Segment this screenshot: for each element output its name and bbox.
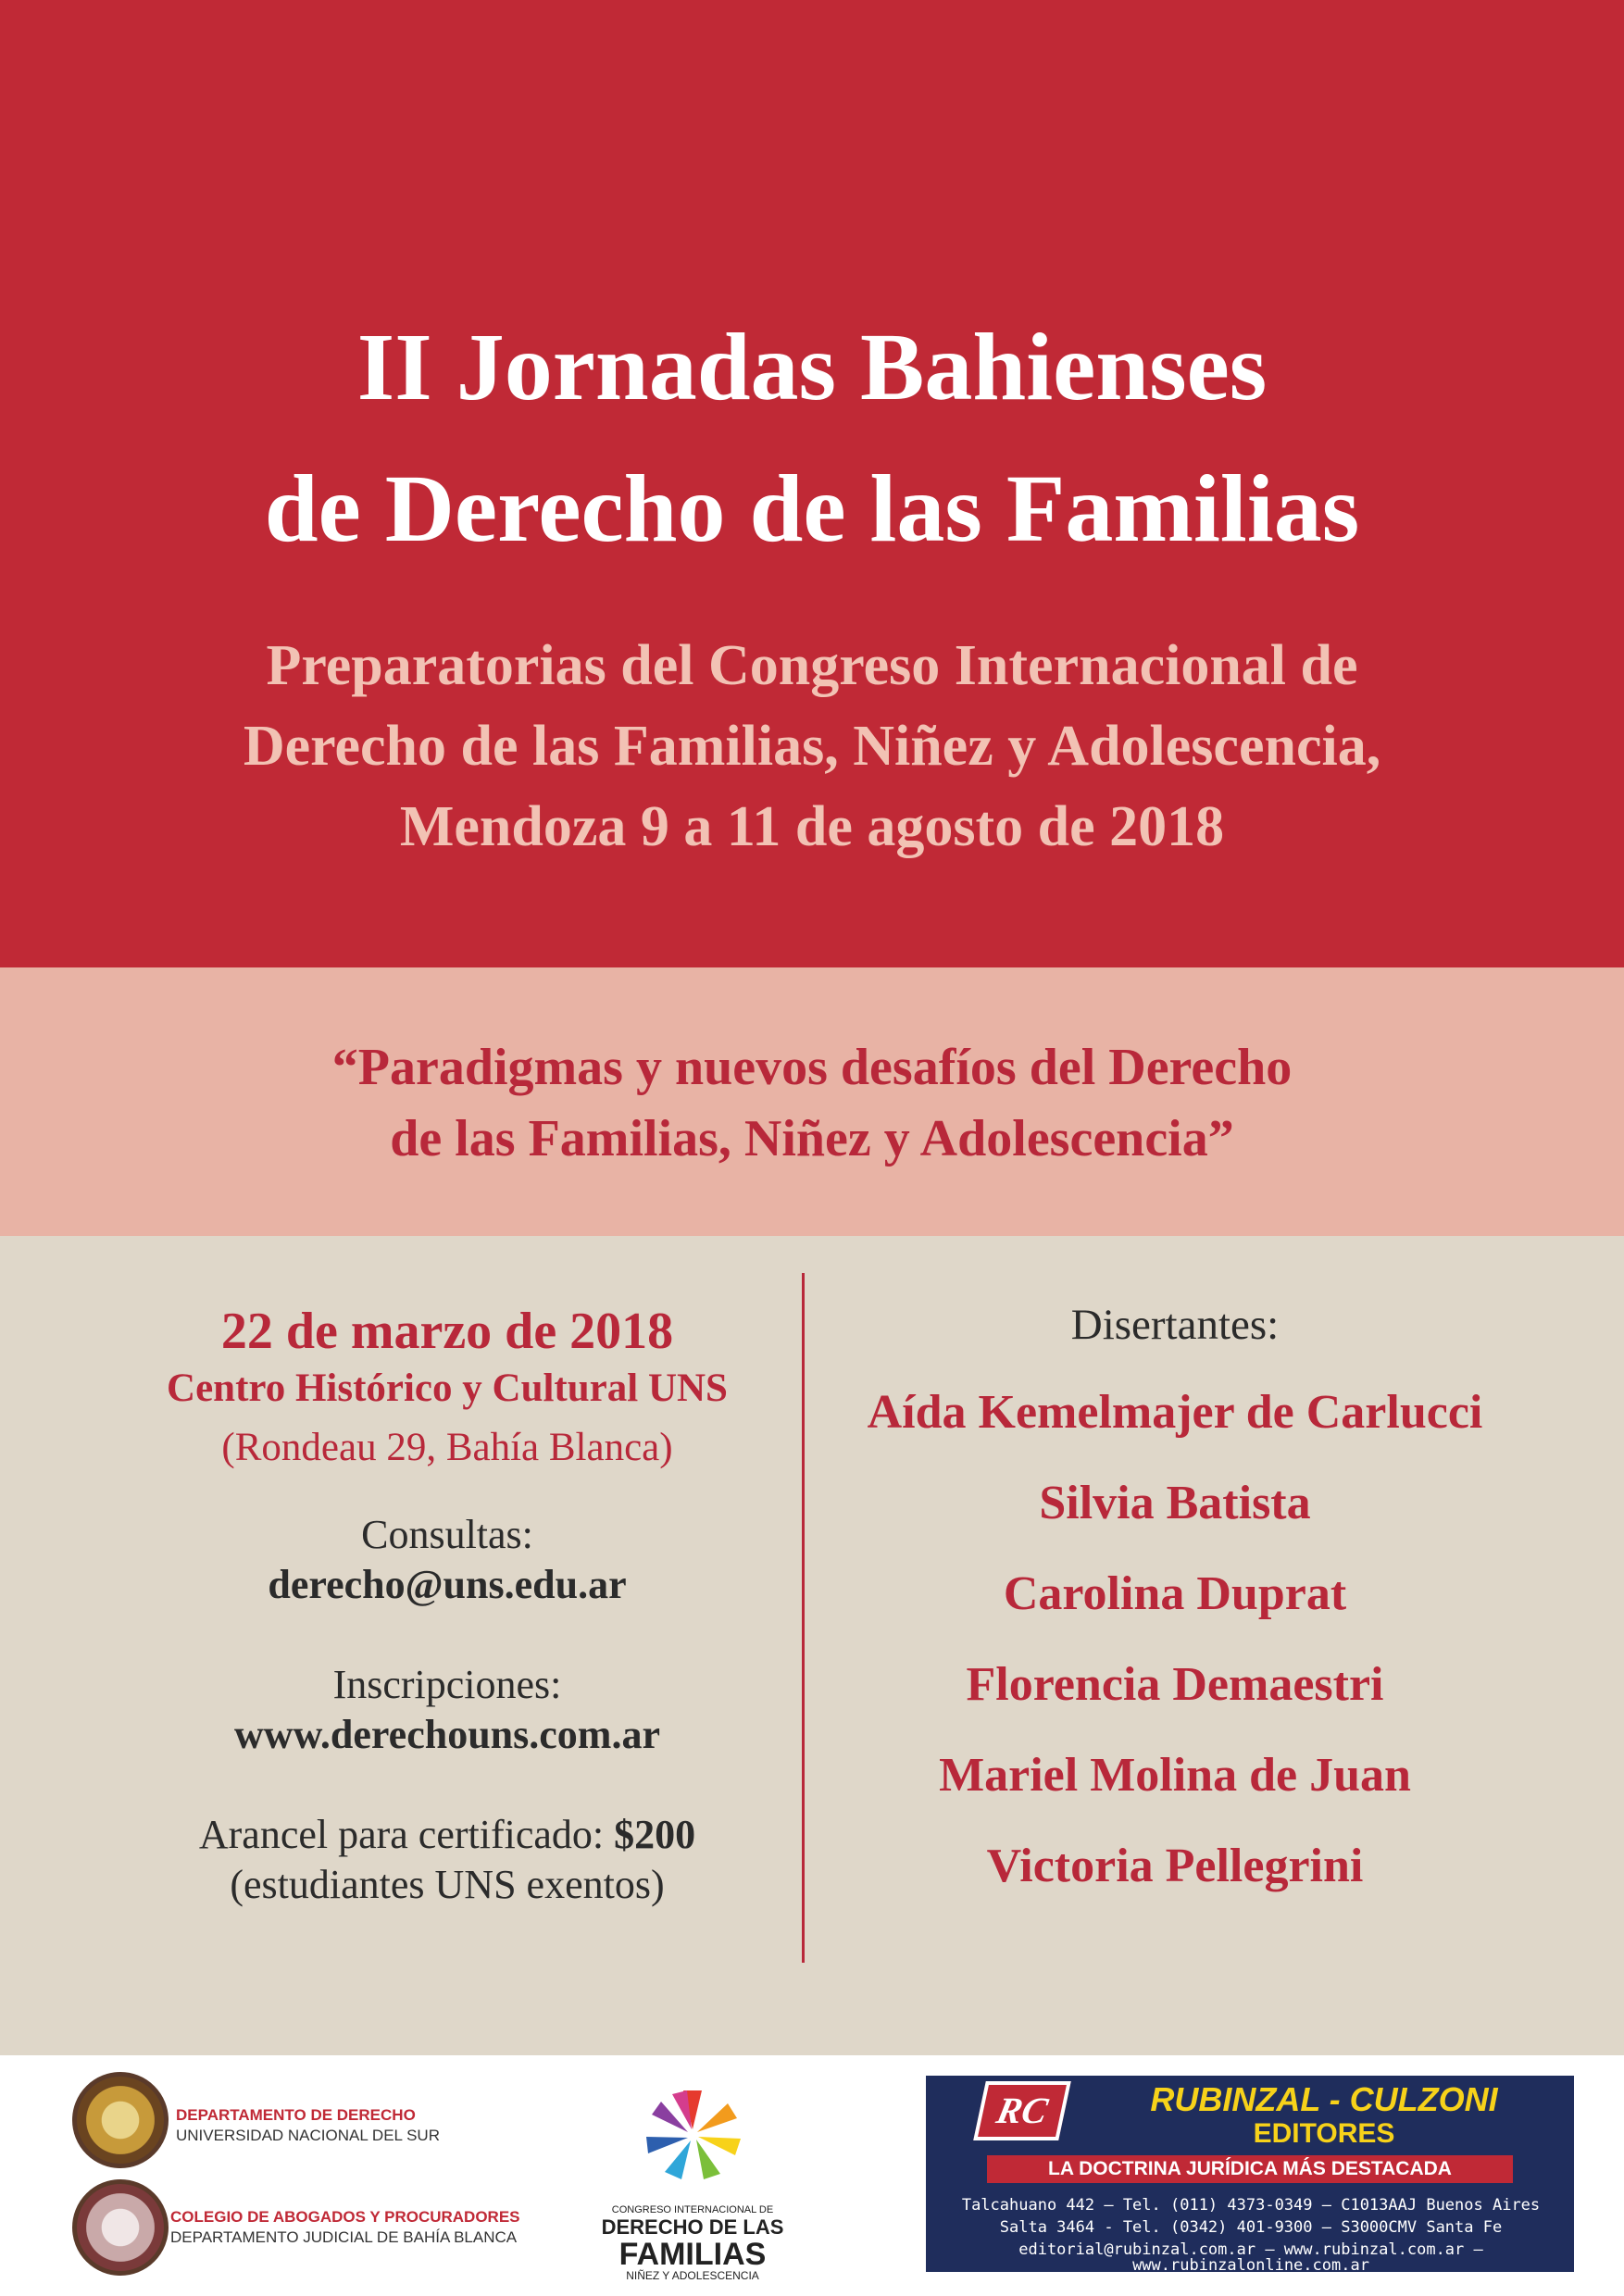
dept-university: UNIVERSIDAD NACIONAL DEL SUR — [176, 2127, 440, 2144]
speaker-name: Silvia Batista — [1039, 1477, 1311, 1529]
colegio-name: COLEGIO DE ABOGADOS Y PROCURADORES — [170, 2208, 520, 2226]
arancel-note: (estudiantes UNS exentos) — [230, 1862, 665, 1907]
subtitle-line3: Mendoza 9 a 11 de agosto de 2018 — [399, 795, 1225, 858]
speaker-name: Aída Kemelmajer de Carlucci — [867, 1386, 1483, 1439]
speakers-heading: Disertantes: — [1070, 1301, 1280, 1349]
event-date: 22 de marzo de 2018 — [220, 1303, 674, 1360]
congreso-line2: DERECHO DE LAS — [601, 2215, 784, 2239]
dept-name: DEPARTAMENTO DE DERECHO — [176, 2106, 416, 2124]
publisher-address-1: Talcahuano 442 – Tel. (011) 4373-0349 – C1013AAJ Buenos Aires — [961, 2196, 1541, 2215]
publisher-rc-logo: RC — [973, 2081, 1071, 2140]
inscripciones-url[interactable]: www.derechouns.com.ar — [234, 1712, 660, 1757]
congreso-line1: CONGRESO INTERNACIONAL DE — [611, 2204, 774, 2215]
speaker-name: Carolina Duprat — [1003, 1567, 1347, 1620]
subtitle-line1: Preparatorias del Congreso Internacional de — [266, 634, 1358, 697]
speaker-name: Florencia Demaestri — [966, 1658, 1384, 1711]
uns-seal-logo — [72, 2072, 169, 2168]
inscripciones-label: Inscripciones: — [332, 1662, 562, 1707]
publisher-contact: editorial@rubinzal.com.ar – www.rubinzal.com.ar – www.rubinzalonline.com.ar — [1018, 2240, 1483, 2275]
event-venue: Centro Histórico y Cultural UNS — [167, 1366, 728, 1410]
congreso-line3: FAMILIAS — [618, 2237, 767, 2272]
consultas-label: Consultas: — [361, 1512, 533, 1557]
colegio-seal-logo — [72, 2179, 169, 2276]
colegio-department: DEPARTAMENTO JUDICIAL DE BAHÍA BLANCA — [170, 2228, 518, 2246]
theme-band — [0, 967, 1624, 1236]
consultas-email[interactable]: derecho@uns.edu.ar — [268, 1562, 627, 1607]
theme-quote-line1: “Paradigmas y nuevos desafíos del Derecho — [331, 1039, 1293, 1096]
event-title-line1: II Jornadas Bahienses — [356, 314, 1268, 420]
subtitle-line2: Derecho de las Familias, Niñez y Adolescencia, — [243, 715, 1381, 778]
theme-quote-line2: de las Familias, Niñez y Adolescencia” — [390, 1110, 1234, 1167]
arancel-label: Arancel para certificado: — [198, 1812, 615, 1857]
arancel-value: $200 — [614, 1812, 696, 1857]
publisher-tagline: LA DOCTRINA JURÍDICA MÁS DESTACADA — [987, 2155, 1513, 2183]
event-title-line2: de Derecho de las Familias — [264, 455, 1360, 562]
arancel-line — [0, 1812, 894, 1857]
event-address: (Rondeau 29, Bahía Blanca) — [221, 1426, 673, 1469]
speaker-name: Mariel Molina de Juan — [939, 1749, 1411, 1802]
publisher-address-2: Salta 3464 - Tel. (0342) 401-9300 – S3000CMV Santa Fe — [999, 2218, 1503, 2237]
publisher-editores: EDITORES — [1253, 2118, 1395, 2149]
publisher-name: RUBINZAL - CULZONI — [1150, 2080, 1498, 2118]
congreso-line4: NIÑEZ Y ADOLESCENCIA — [626, 2269, 759, 2282]
speaker-name: Victoria Pellegrini — [986, 1840, 1364, 1892]
